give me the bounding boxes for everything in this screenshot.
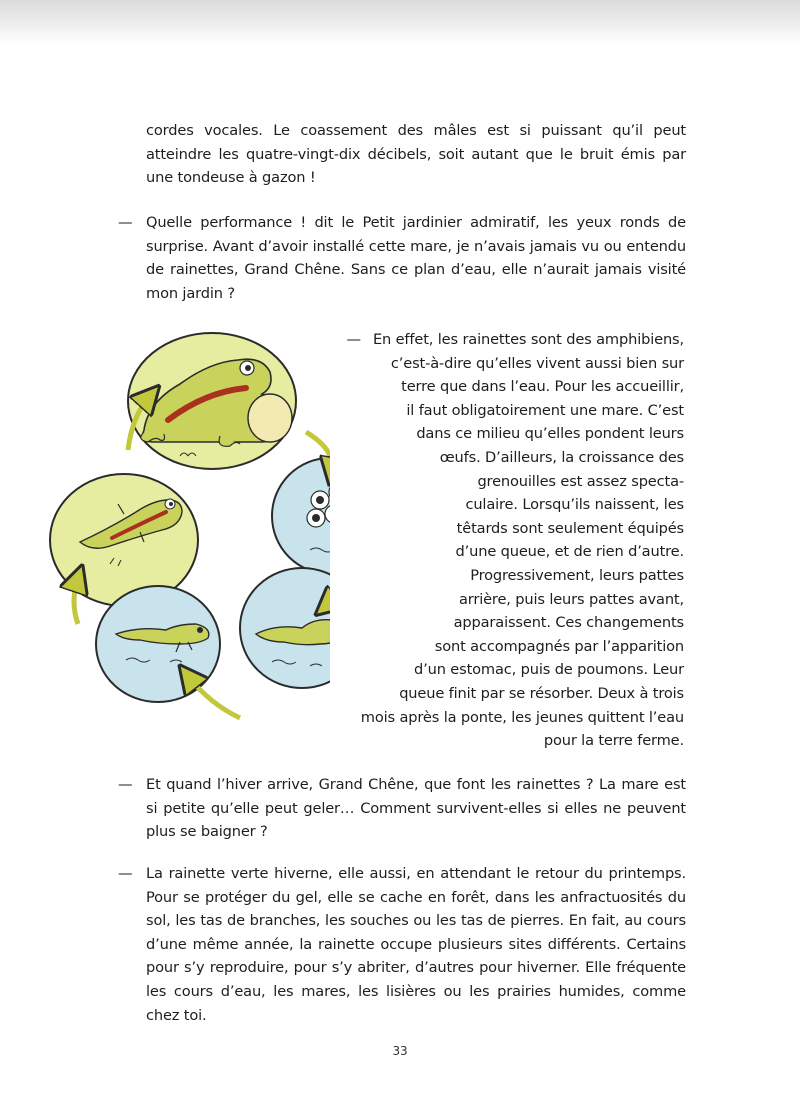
arrow-icon: [188, 676, 240, 718]
arrow-icon: [74, 578, 78, 624]
paragraph-amphibians: [340, 328, 684, 753]
text-line: apparaissent. Ces changements: [453, 614, 684, 632]
page-number: 33: [392, 1044, 408, 1058]
dialogue-dash: —: [346, 331, 361, 348]
paragraph-vocal-cords: cordes vocales. Le coassement des mâles est si puissant qu’il peut atteindre les quatre-vingt-dix décibels, soit autant que le bruit émis par une tondeuse à gazon !: [146, 122, 686, 187]
text-line: pour la terre ferme.: [543, 732, 684, 750]
frog-life-cycle-illustration: [40, 332, 330, 732]
text-line: d’une queue, et de rien d’autre.: [455, 543, 684, 561]
text-line: terre que dans l’eau. Pour les accueillir,: [401, 378, 684, 396]
paragraph-winter-question: Et quand l’hiver arrive, Grand Chêne, que font les rainettes ? La mare est si petite qu’elle peut geler… Comment survivent-elles si elles ne peuvent plus se baigner ?: [146, 776, 686, 841]
text-line: — En effet, les rainettes sont des amphibiens,: [346, 331, 684, 348]
paragraph-hibernation: La rainette verte hiverne, elle aussi, en attendant le retour du printemps. Pour se protéger du gel, elle se cache en forêt, dans les anfractuosités du sol, les tas de branches, les souches ou les tas de pierres. En fait, au cours d’une même année, la rainette occupe plusieurs sites différents. Certains pour s’y reproduire, pour s’y abriter, d’autres pour hiverner. Elle fréquente les cours d’eau, les mares, les lisières ou les prairies humides, comme chez toi.: [146, 865, 686, 1024]
dialogue-dash: —: [118, 865, 133, 882]
text-line: têtards sont seulement équipés: [456, 519, 684, 537]
paragraph-performance: Quelle performance ! dit le Petit jardinier admiratif, les yeux ronds de surprise. Avant d’avoir installé cette mare, je n’avais jamais vu ou entendu de rainettes, Grand Chêne. Sans ce plan d’eau, elle n’aurait jamais visité mon jardin ?: [146, 214, 686, 302]
text-line: culaire. Lorsqu’ils naissent, les: [465, 496, 684, 514]
text-line: mois après la ponte, les jeunes quittent l’eau: [360, 708, 684, 726]
tadpole-stage: [240, 568, 330, 688]
adult-frog-stage: [128, 333, 296, 469]
dialogue-dash: —: [118, 214, 133, 231]
text-line: œufs. D’ailleurs, la croissance des: [439, 448, 684, 466]
text-line: Progressivement, leurs pattes: [470, 566, 684, 584]
text-line: c’est-à-dire qu’elles vivent aussi bien sur: [390, 354, 684, 372]
text-line: arrière, puis leurs pattes avant,: [458, 590, 684, 608]
tadpole-with-legs-stage: [96, 586, 220, 702]
text-line: dans ce milieu qu’elles pondent leurs: [416, 425, 684, 443]
text-line: d’un estomac, puis de poumons. Leur: [414, 661, 684, 679]
text-line: queue finit par se résorber. Deux à trois: [399, 684, 684, 702]
froglet-stage: [50, 474, 198, 606]
text-line: sont accompagnés par l’apparition: [434, 637, 684, 655]
text-line: grenouilles est assez specta-: [477, 472, 684, 490]
dialogue-dash: —: [118, 776, 133, 793]
text-line: il faut obligatoirement une mare. C’est: [406, 401, 684, 419]
eggs-stage: [272, 458, 330, 574]
